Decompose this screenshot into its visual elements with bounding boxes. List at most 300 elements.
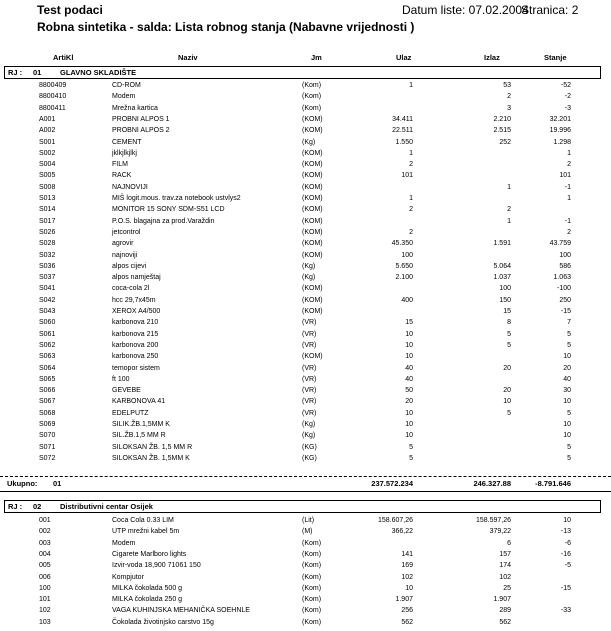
- item-unit: (KOM): [302, 251, 323, 259]
- item-unit: (Kom): [302, 93, 322, 101]
- item-name: jklkjlkjlkj: [112, 149, 137, 157]
- item-code: S062: [39, 341, 56, 349]
- table-row: [0, 170, 611, 181]
- item-unit: (VR): [302, 409, 317, 417]
- item-code: 005: [39, 562, 51, 570]
- item-code: 100: [39, 584, 51, 592]
- item-stanje: 10: [563, 353, 571, 361]
- item-izlaz: 5: [507, 330, 511, 338]
- item-code: 8800410: [39, 93, 67, 101]
- item-izlaz: 102: [499, 573, 511, 581]
- item-ulaz: 45.350: [391, 240, 413, 248]
- item-code: 006: [39, 573, 51, 581]
- item-stanje: -15: [560, 584, 571, 592]
- item-izlaz: 158.597,26: [475, 517, 511, 524]
- table-row: [0, 193, 611, 204]
- rj-name: Distributivni centar Osijek: [60, 502, 153, 511]
- item-name: Kompjutor: [112, 573, 144, 581]
- table-row: [0, 594, 611, 605]
- item-ulaz: 20: [405, 398, 413, 406]
- table-row: [0, 272, 611, 283]
- item-unit: (Kom): [302, 618, 322, 626]
- item-stanje: -3: [564, 104, 571, 112]
- item-name: Čokolada životinjsko carstvo 15g: [112, 618, 214, 626]
- item-ulaz: 101: [401, 172, 413, 180]
- item-name: Modem: [112, 93, 136, 101]
- item-unit: (KOM): [302, 161, 323, 169]
- item-name: SILOKSAN ŽB. 1,5 MM R: [112, 443, 193, 451]
- table-row: [0, 91, 611, 102]
- item-stanje: 43.759: [549, 240, 571, 248]
- item-unit: (VR): [302, 387, 317, 395]
- item-stanje: -13: [560, 528, 571, 536]
- item-ulaz: 10: [405, 432, 413, 440]
- item-stanje: -33: [560, 607, 571, 615]
- item-izlaz: 8: [507, 319, 511, 327]
- item-unit: (KOM): [302, 206, 323, 214]
- table-row: [0, 317, 611, 328]
- item-code: 102: [39, 607, 51, 615]
- table-row: [0, 250, 611, 261]
- table-row: [0, 419, 611, 430]
- item-izlaz: 2.515: [493, 127, 511, 135]
- table-row: [0, 261, 611, 272]
- item-name: alpos namještaj: [112, 274, 161, 282]
- table-row: [0, 159, 611, 170]
- item-unit: (Kom): [302, 550, 322, 558]
- report-subtitle: Robna sintetika - salda: Lista robnog stanja (Nabavne vrijednosti ): [37, 20, 415, 34]
- item-izlaz: 174: [499, 562, 511, 570]
- item-name: FILM: [112, 161, 128, 169]
- item-unit: (Kg): [302, 138, 316, 146]
- item-izlaz: 5.064: [493, 262, 511, 270]
- item-code: S060: [39, 319, 56, 327]
- item-name: KARBONOVA 41: [112, 398, 166, 406]
- item-ulaz: 34.411: [392, 115, 413, 123]
- item-ulaz: 158.607,26: [377, 517, 413, 524]
- table-row: [0, 430, 611, 441]
- item-name: ft 100: [112, 375, 130, 383]
- item-stanje: 30: [563, 387, 571, 395]
- item-izlaz: 100: [499, 285, 511, 293]
- item-unit: (KG): [302, 454, 317, 462]
- item-code: S004: [39, 161, 56, 169]
- item-izlaz: 53: [503, 82, 511, 89]
- item-ulaz: 40: [405, 364, 413, 372]
- item-code: S001: [39, 138, 56, 146]
- item-unit: (VR): [302, 319, 317, 327]
- item-code: S008: [39, 183, 56, 191]
- item-stanje: -52: [560, 82, 571, 89]
- table-row: [0, 560, 611, 571]
- table-row: [0, 605, 611, 616]
- rj-label: RJ :: [8, 502, 23, 511]
- item-stanje: 5: [567, 443, 571, 451]
- item-izlaz: 289: [499, 607, 511, 615]
- page-number: Stranica: 2: [521, 3, 579, 17]
- item-name: Coca Cola 0.33 LIM: [112, 517, 174, 524]
- item-code: S043: [39, 308, 56, 315]
- item-ulaz: 366,22: [391, 528, 413, 536]
- item-ulaz: 256: [401, 607, 413, 615]
- item-name: GEVEBE: [112, 387, 141, 395]
- total-izlaz: 246.327.88: [473, 479, 511, 488]
- item-unit: (KOM): [302, 127, 323, 135]
- total-code: 01: [53, 479, 62, 488]
- item-stanje: 40: [563, 375, 571, 383]
- item-ulaz: 100: [401, 251, 413, 259]
- table-row: [0, 137, 611, 148]
- table-row: [0, 216, 611, 227]
- item-izlaz: 1.907: [493, 596, 511, 604]
- item-name: coca-cola 2l: [112, 285, 150, 293]
- item-code: S014: [39, 206, 56, 214]
- item-stanje: 5: [567, 409, 571, 417]
- item-stanje: 20: [563, 364, 571, 372]
- table-row: [0, 295, 611, 306]
- table-row: [0, 148, 611, 159]
- item-code: S068: [39, 409, 56, 417]
- item-name: SIL.ŽB.1,5 MM R: [112, 432, 166, 440]
- rj-code: 02: [33, 502, 42, 511]
- item-stanje: 10: [563, 398, 571, 406]
- item-stanje: 10: [563, 421, 571, 428]
- item-stanje: 2: [567, 228, 571, 236]
- item-izlaz: 5: [507, 409, 511, 417]
- item-name: P.O.S. blagajna za prod.Varaždin: [112, 217, 215, 225]
- item-stanje: 10: [563, 432, 571, 440]
- item-unit: (VR): [302, 364, 317, 372]
- item-unit: (KOM): [302, 115, 323, 123]
- item-name: MONITOR 15 SONY SDM-S51 LCD: [112, 206, 225, 214]
- group-header-01: [4, 66, 601, 79]
- report-title: Test podaci: [37, 3, 103, 17]
- item-unit: (KOM): [302, 240, 323, 248]
- item-unit: (KOM): [302, 217, 323, 225]
- item-stanje: 5: [567, 454, 571, 462]
- item-unit: (KOM): [302, 296, 323, 304]
- table-row: [0, 453, 611, 464]
- item-ulaz: 562: [401, 618, 413, 626]
- item-name: EDELPUTZ: [112, 409, 149, 417]
- item-ulaz: 5: [409, 443, 413, 451]
- item-code: S037: [39, 274, 56, 282]
- item-unit: (KG): [302, 443, 317, 451]
- item-stanje: 250: [559, 296, 571, 304]
- table-row: [0, 114, 611, 125]
- table-row: [0, 340, 611, 351]
- item-unit: (Kg): [302, 274, 316, 282]
- item-ulaz: 102: [401, 573, 413, 581]
- table-row: [0, 374, 611, 385]
- table-row: [0, 329, 611, 340]
- item-code: S071: [39, 443, 56, 451]
- item-izlaz: 1.037: [493, 274, 511, 282]
- table-row: [0, 351, 611, 362]
- item-code: 003: [39, 539, 51, 547]
- table-row: [0, 549, 611, 560]
- item-name: hcc 29,7x45m: [112, 296, 156, 304]
- item-ulaz: 2.100: [395, 274, 413, 282]
- item-name: SILIK.ŽB.1,5MM K: [112, 421, 170, 428]
- item-stanje: 1: [567, 149, 571, 157]
- table-row: [0, 363, 611, 374]
- item-unit: (VR): [302, 341, 317, 349]
- item-stanje: 5: [567, 330, 571, 338]
- report-date: Datum liste: 07.02.2004: [402, 3, 529, 17]
- table-row: [0, 538, 611, 549]
- item-code: S065: [39, 375, 56, 383]
- table-row: [0, 442, 611, 453]
- item-name: Cigarete Marlboro lights: [112, 550, 187, 558]
- item-ulaz: 400: [401, 296, 413, 304]
- item-ulaz: 22.511: [392, 127, 413, 135]
- item-name: karbonova 215: [112, 330, 159, 338]
- item-ulaz: 2: [409, 206, 413, 214]
- item-unit: (Lit): [302, 517, 315, 524]
- item-unit: (KOM): [302, 172, 323, 180]
- item-ulaz: 15: [405, 319, 413, 327]
- group-header-02: [4, 500, 601, 513]
- item-stanje: 7: [567, 319, 571, 327]
- item-code: S072: [39, 454, 56, 462]
- table-row: [0, 80, 611, 91]
- item-stanje: -2: [564, 93, 571, 101]
- item-izlaz: 6: [507, 539, 511, 547]
- item-unit: (Kom): [302, 104, 322, 112]
- table-row: [0, 306, 611, 317]
- item-code: S017: [39, 217, 56, 225]
- rj-label: RJ :: [8, 68, 23, 77]
- item-unit: (KOM): [302, 285, 323, 293]
- total-ulaz: 237.572.234: [371, 479, 413, 488]
- item-name: PROBNI ALPOS 2: [112, 127, 170, 135]
- item-stanje: -1: [564, 183, 571, 191]
- rj-code: 01: [33, 68, 42, 77]
- item-ulaz: 5.650: [395, 262, 413, 270]
- item-code: S070: [39, 432, 56, 440]
- item-stanje: -5: [564, 562, 571, 570]
- item-stanje: -1: [564, 217, 571, 225]
- item-name: CD-ROM: [112, 82, 141, 89]
- col-jm: Jm: [311, 53, 322, 62]
- item-unit: (KOM): [302, 195, 323, 202]
- item-code: S036: [39, 262, 56, 270]
- table-row: [0, 204, 611, 215]
- item-ulaz: 2: [409, 228, 413, 236]
- item-name: RACK: [112, 172, 132, 180]
- item-izlaz: 2: [507, 93, 511, 101]
- table-row: [0, 526, 611, 537]
- table-row: [0, 572, 611, 583]
- table-row: [0, 385, 611, 396]
- table-row: [0, 396, 611, 407]
- col-izlaz: Izlaz: [484, 53, 500, 62]
- item-name: Mrežna kartica: [112, 104, 158, 112]
- item-stanje: 101: [559, 172, 571, 180]
- table-row: [0, 408, 611, 419]
- item-izlaz: 20: [503, 364, 511, 372]
- item-izlaz: 25: [503, 584, 511, 592]
- table-row: [0, 103, 611, 114]
- item-ulaz: 2: [409, 161, 413, 169]
- item-ulaz: 10: [405, 421, 413, 428]
- item-code: S005: [39, 172, 56, 180]
- item-name: XEROX A4/500: [112, 308, 161, 315]
- item-unit: (M): [302, 528, 313, 536]
- table-row: [0, 227, 611, 238]
- item-name: NAJNOVIJI: [112, 183, 148, 191]
- item-stanje: -15: [560, 308, 571, 315]
- item-stanje: 10: [563, 517, 571, 524]
- col-artikl: ArtiKl: [53, 53, 74, 62]
- item-unit: (VR): [302, 330, 317, 338]
- item-stanje: 32.201: [549, 115, 571, 123]
- item-stanje: 1: [567, 195, 571, 202]
- item-unit: (Kg): [302, 421, 316, 428]
- item-ulaz: 169: [401, 562, 413, 570]
- item-name: SILOKSAN ŽB. 1,5MM K: [112, 454, 190, 462]
- table-row: [0, 283, 611, 294]
- table-row: [0, 125, 611, 136]
- item-code: S066: [39, 387, 56, 395]
- item-unit: (KOM): [302, 308, 323, 315]
- item-stanje: 1.063: [553, 274, 571, 282]
- item-name: VAGA KUHINJSKA MEHANIČKA SOEHNLE: [112, 607, 250, 615]
- item-izlaz: 3: [507, 104, 511, 112]
- item-unit: (VR): [302, 375, 317, 383]
- item-ulaz: 1.907: [395, 596, 413, 604]
- item-name: najnoviji: [112, 251, 138, 259]
- item-ulaz: 1: [409, 82, 413, 89]
- item-ulaz: 10: [405, 330, 413, 338]
- col-ulaz: Ulaz: [396, 53, 412, 62]
- item-izlaz: 157: [499, 550, 511, 558]
- item-stanje: 5: [567, 341, 571, 349]
- item-ulaz: 40: [405, 375, 413, 383]
- item-code: A001: [39, 115, 56, 123]
- item-stanje: -6: [564, 539, 571, 547]
- item-ulaz: 141: [401, 550, 413, 558]
- item-unit: (KOM): [302, 228, 323, 236]
- item-izlaz: 2.210: [493, 115, 511, 123]
- item-ulaz: 10: [405, 353, 413, 361]
- item-izlaz: 5: [507, 341, 511, 349]
- group1-total: [0, 476, 611, 492]
- item-stanje: 2: [567, 161, 571, 169]
- item-ulaz: 10: [405, 341, 413, 349]
- item-ulaz: 10: [405, 584, 413, 592]
- table-row: [0, 515, 611, 526]
- total-stanje: -8.791.646: [535, 479, 571, 488]
- item-izlaz: 1.591: [493, 240, 511, 248]
- item-unit: (VR): [302, 398, 317, 406]
- item-ulaz: 50: [405, 387, 413, 395]
- item-code: S042: [39, 296, 56, 304]
- rj-name: GLAVNO SKLADIŠTE: [60, 68, 137, 77]
- item-name: PROBNI ALPOS 1: [112, 115, 170, 123]
- col-stanje: Stanje: [544, 53, 567, 62]
- item-code: S041: [39, 285, 56, 293]
- item-unit: (Kom): [302, 607, 322, 615]
- item-izlaz: 252: [499, 138, 511, 146]
- item-code: S067: [39, 398, 56, 406]
- item-izlaz: 10: [503, 398, 511, 406]
- column-headers: [0, 53, 611, 65]
- item-unit: (Kom): [302, 584, 322, 592]
- item-code: S002: [39, 149, 56, 157]
- item-code: S069: [39, 421, 56, 428]
- item-name: jetcontrol: [112, 228, 141, 236]
- item-unit: (KOM): [302, 353, 323, 361]
- item-name: CEMENT: [112, 138, 142, 146]
- item-unit: (Kom): [302, 82, 322, 89]
- item-unit: (Kg): [302, 262, 316, 270]
- item-code: S013: [39, 195, 56, 202]
- item-code: 103: [39, 618, 51, 626]
- item-izlaz: 562: [499, 618, 511, 626]
- item-name: temopor sistem: [112, 364, 160, 372]
- table-row: [0, 182, 611, 193]
- item-stanje: -16: [560, 550, 571, 558]
- item-name: MILKA čokolada 250 g: [112, 596, 183, 604]
- item-code: 001: [39, 517, 51, 524]
- table-row: [0, 238, 611, 249]
- col-naziv: Naziv: [178, 53, 198, 62]
- item-izlaz: 2: [507, 206, 511, 214]
- item-code: S032: [39, 251, 56, 259]
- item-ulaz: 10: [405, 409, 413, 417]
- item-name: karbonova 200: [112, 341, 159, 349]
- item-code: S026: [39, 228, 56, 236]
- table-row: [0, 583, 611, 594]
- item-izlaz: 379,22: [489, 528, 511, 536]
- item-izlaz: 20: [503, 387, 511, 395]
- item-code: 004: [39, 550, 51, 558]
- item-unit: (Kom): [302, 539, 322, 547]
- total-label: Ukupno:: [7, 479, 38, 488]
- item-name: MIŠ logit.mous. trav.za notebook ustvlys2: [112, 195, 241, 202]
- item-unit: (KOM): [302, 183, 323, 191]
- item-stanje: -100: [556, 285, 571, 293]
- item-name: karbonova 250: [112, 353, 159, 361]
- item-name: alpos cijevi: [112, 262, 147, 270]
- item-name: MILKA čokolada 500 g: [112, 584, 183, 592]
- item-unit: (Kom): [302, 596, 322, 604]
- item-unit: (Kom): [302, 573, 322, 581]
- item-code: S028: [39, 240, 56, 248]
- item-code: 8800409: [39, 82, 67, 89]
- item-unit: (Kg): [302, 432, 316, 440]
- item-code: S063: [39, 353, 56, 361]
- item-ulaz: 1: [409, 149, 413, 157]
- item-stanje: 1.298: [553, 138, 571, 146]
- item-unit: (Kom): [302, 562, 322, 570]
- item-izlaz: 15: [503, 308, 511, 315]
- item-code: A002: [39, 127, 56, 135]
- item-code: S061: [39, 330, 56, 338]
- item-name: Izvir-voda 18,900 71061 150: [112, 562, 201, 570]
- item-stanje: 19.996: [549, 127, 571, 135]
- item-izlaz: 1: [507, 183, 511, 191]
- item-unit: (KOM): [302, 149, 323, 157]
- item-name: UTP mrežni kabel 5m: [112, 528, 180, 536]
- item-stanje: 100: [559, 251, 571, 259]
- item-code: S064: [39, 364, 56, 372]
- item-stanje: 586: [559, 262, 571, 270]
- item-code: 8800411: [39, 104, 66, 112]
- item-name: agrovir: [112, 240, 134, 248]
